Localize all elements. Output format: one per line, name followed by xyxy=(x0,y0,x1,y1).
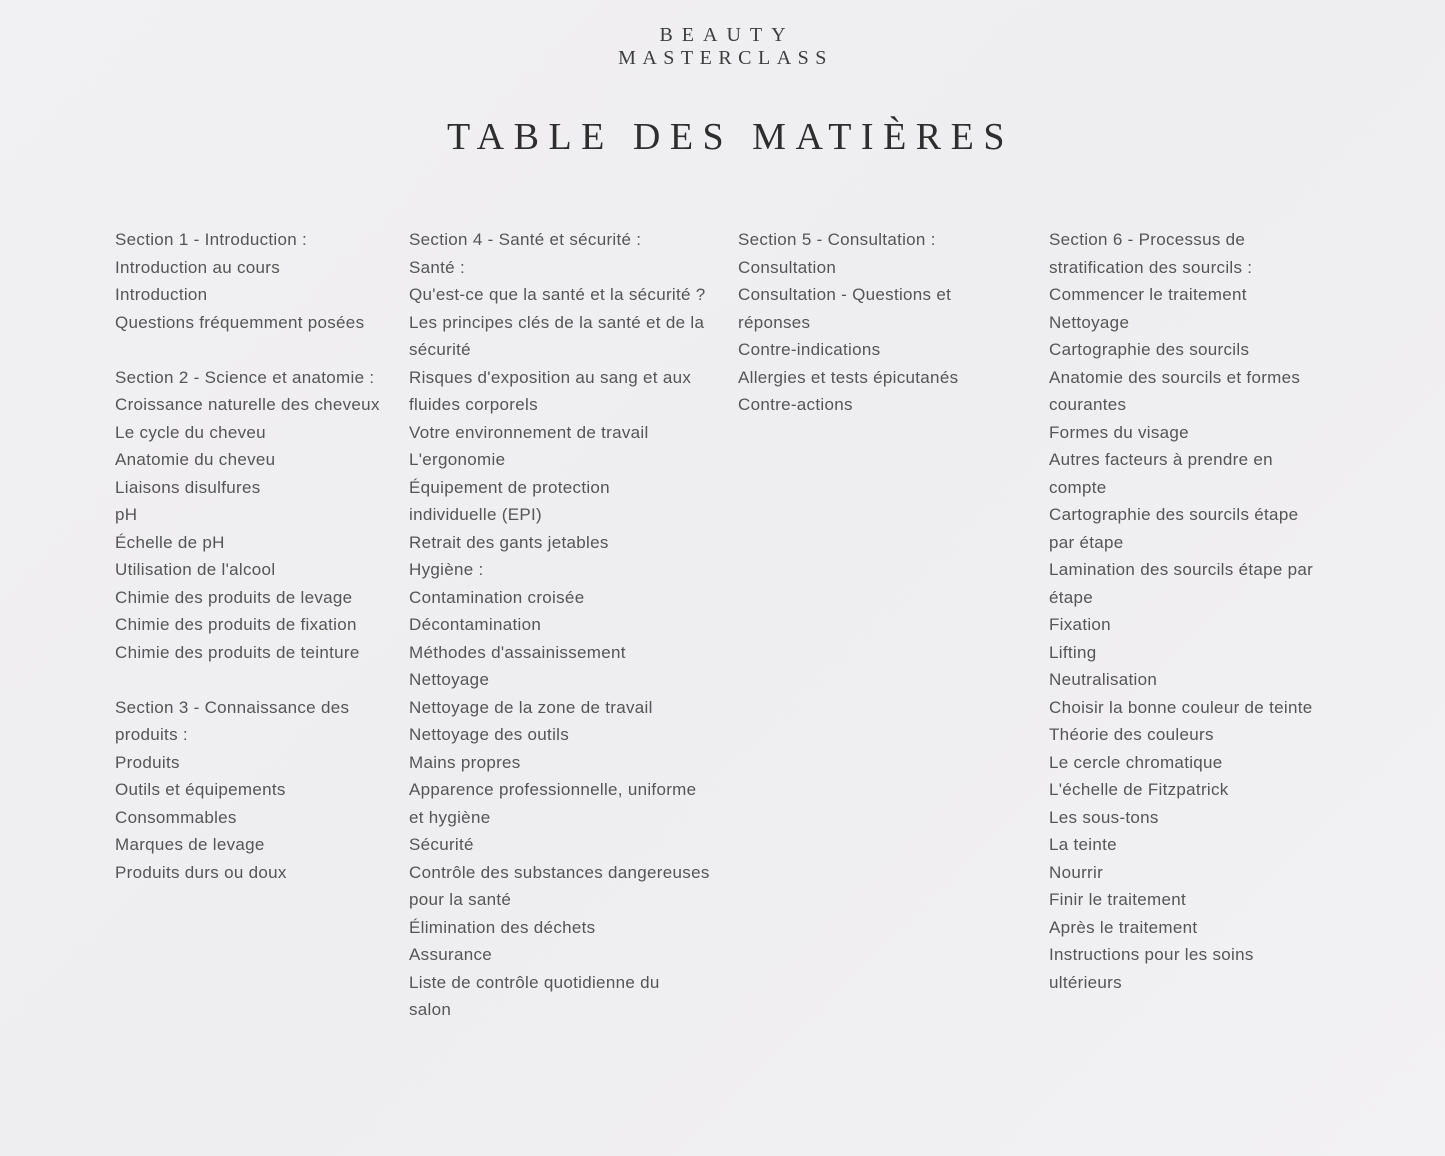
toc-section-heading: Section 1 - Introduction : xyxy=(115,230,308,249)
toc-entry: Outils et équipements xyxy=(115,780,286,799)
toc-column-1 xyxy=(115,226,400,886)
toc-column-4 xyxy=(1049,226,1349,996)
toc-entry: Santé : xyxy=(409,257,465,277)
toc-entry: Nourrir xyxy=(1049,862,1104,882)
page-title: TABLE DES MATIÈRES xyxy=(447,116,1014,158)
toc-entry: sécurité xyxy=(409,340,471,359)
toc-entry: salon xyxy=(409,1000,452,1019)
toc-entry: Équipement de protection xyxy=(409,477,610,497)
toc-entry: Chimie des produits de teinture xyxy=(115,642,360,662)
toc-entry: Liaisons disulfures xyxy=(115,477,261,497)
toc-entry: Introduction au cours xyxy=(115,257,281,277)
brand-logo xyxy=(0,24,1445,70)
toc-entry: Nettoyage des outils xyxy=(409,725,570,744)
toc-section-heading: Section 5 - Consultation : xyxy=(738,230,936,249)
toc-entry: Votre environnement de travail xyxy=(409,422,649,442)
toc-entry: Cartographie des sourcils étape xyxy=(1049,505,1299,524)
toc-entry: Apparence professionnelle, uniforme xyxy=(409,780,697,799)
toc-entry: par étape xyxy=(1049,532,1124,552)
toc-entry: Nettoyage xyxy=(1049,312,1130,332)
toc-entry: Contre-indications xyxy=(738,340,881,359)
toc-entry: Anatomie des sourcils et formes xyxy=(1049,367,1301,387)
toc-entry: Les principes clés de la santé et de la xyxy=(409,312,705,332)
toc-entry: individuelle (EPI) xyxy=(409,505,542,524)
toc-entry: Retrait des gants jetables xyxy=(409,532,609,552)
toc-entry: Contrôle des substances dangereuses xyxy=(409,862,710,882)
toc-entry: Contamination croisée xyxy=(409,587,585,607)
toc-section xyxy=(1049,226,1349,996)
toc-entry: Choisir la bonne couleur de teinte xyxy=(1049,697,1313,717)
toc-section-heading: Section 3 - Connaissance des xyxy=(115,697,350,717)
toc-entry: Théorie des couleurs xyxy=(1049,725,1214,744)
toc-section xyxy=(738,226,1038,419)
toc-entry: Nettoyage xyxy=(409,670,490,689)
toc-entry: Mains propres xyxy=(409,752,521,772)
toc-entry: Marques de levage xyxy=(115,835,265,854)
toc-entry: Lamination des sourcils étape par xyxy=(1049,560,1314,579)
toc-section xyxy=(115,364,400,667)
toc-entry: Qu'est-ce que la santé et la sécurité ? xyxy=(409,285,706,304)
toc-entry: Échelle de pH xyxy=(115,532,225,552)
toc-entry: Produits xyxy=(115,752,180,772)
toc-entry: Finir le traitement xyxy=(1049,890,1187,909)
toc-entry: pH xyxy=(115,505,138,524)
toc-entry: Les sous-tons xyxy=(1049,807,1159,827)
toc-column-2 xyxy=(409,226,727,1024)
toc-entry: Après le traitement xyxy=(1049,917,1198,937)
toc-entry: courantes xyxy=(1049,395,1127,414)
brand-name-line2: MASTERCLASS xyxy=(618,47,833,69)
toc-column-3 xyxy=(738,226,1038,419)
toc-entry: Commencer le traitement xyxy=(1049,285,1247,304)
toc-entry: Risques d'exposition au sang et aux xyxy=(409,367,692,387)
toc-entry: Consultation - Questions et xyxy=(738,285,952,304)
toc-entry: Sécurité xyxy=(409,835,474,854)
toc-entry: Nettoyage de la zone de travail xyxy=(409,697,653,717)
toc-entry: étape xyxy=(1049,587,1094,607)
toc-entry: Anatomie du cheveu xyxy=(115,450,276,469)
toc-entry: et hygiène xyxy=(409,807,491,827)
toc-entry: Produits durs ou doux xyxy=(115,862,287,882)
toc-section xyxy=(409,226,727,1024)
toc-entry: La teinte xyxy=(1049,835,1117,854)
toc-entry: Contre-actions xyxy=(738,395,853,414)
toc-entry: Chimie des produits de levage xyxy=(115,587,353,607)
section-spacer xyxy=(115,336,400,364)
toc-entry: fluides corporels xyxy=(409,395,538,414)
toc-entry: L'ergonomie xyxy=(409,450,506,469)
toc-entry: Consommables xyxy=(115,807,237,827)
toc-section-heading: Section 6 - Processus de xyxy=(1049,230,1246,249)
toc-entry: pour la santé xyxy=(409,890,512,909)
toc-entry: Allergies et tests épicutanés xyxy=(738,367,959,387)
toc-entry: compte xyxy=(1049,477,1107,497)
toc-section-heading: Section 4 - Santé et sécurité : xyxy=(409,230,642,249)
toc-entry: produits : xyxy=(115,725,188,744)
toc-entry: Chimie des produits de fixation xyxy=(115,615,357,634)
toc-entry: réponses xyxy=(738,312,811,332)
toc-section xyxy=(115,226,400,336)
toc-entry: Décontamination xyxy=(409,615,542,634)
section-spacer xyxy=(115,666,400,694)
toc-entry: Utilisation de l'alcool xyxy=(115,560,276,579)
toc-entry: Hygiène : xyxy=(409,560,484,579)
toc-entry: Méthodes d'assainissement xyxy=(409,642,626,662)
toc-entry: Élimination des déchets xyxy=(409,917,596,937)
toc-entry: L'échelle de Fitzpatrick xyxy=(1049,780,1229,799)
toc-entry: Lifting xyxy=(1049,642,1097,662)
toc-entry: Questions fréquemment posées xyxy=(115,312,365,332)
toc-entry: Le cercle chromatique xyxy=(1049,752,1223,772)
toc-entry: Fixation xyxy=(1049,615,1111,634)
toc-section xyxy=(115,694,400,887)
toc-entry: Cartographie des sourcils xyxy=(1049,340,1250,359)
toc-entry: Instructions pour les soins xyxy=(1049,945,1254,964)
toc-entry: Introduction xyxy=(115,285,208,304)
toc-entry: Le cycle du cheveu xyxy=(115,422,266,442)
toc-entry: ultérieurs xyxy=(1049,972,1122,992)
toc-section-heading: Section 2 - Science et anatomie : xyxy=(115,367,375,387)
brand-name-line1: BEAUTY xyxy=(659,24,795,46)
toc-entry: Neutralisation xyxy=(1049,670,1158,689)
toc-entry: Croissance naturelle des cheveux xyxy=(115,395,380,414)
toc-entry: stratification des sourcils : xyxy=(1049,257,1253,277)
toc-entry: Formes du visage xyxy=(1049,422,1189,442)
toc-entry: Consultation xyxy=(738,257,837,277)
toc-entry: Autres facteurs à prendre en xyxy=(1049,450,1273,469)
toc-entry: Assurance xyxy=(409,945,493,964)
toc-entry: Liste de contrôle quotidienne du xyxy=(409,972,660,992)
